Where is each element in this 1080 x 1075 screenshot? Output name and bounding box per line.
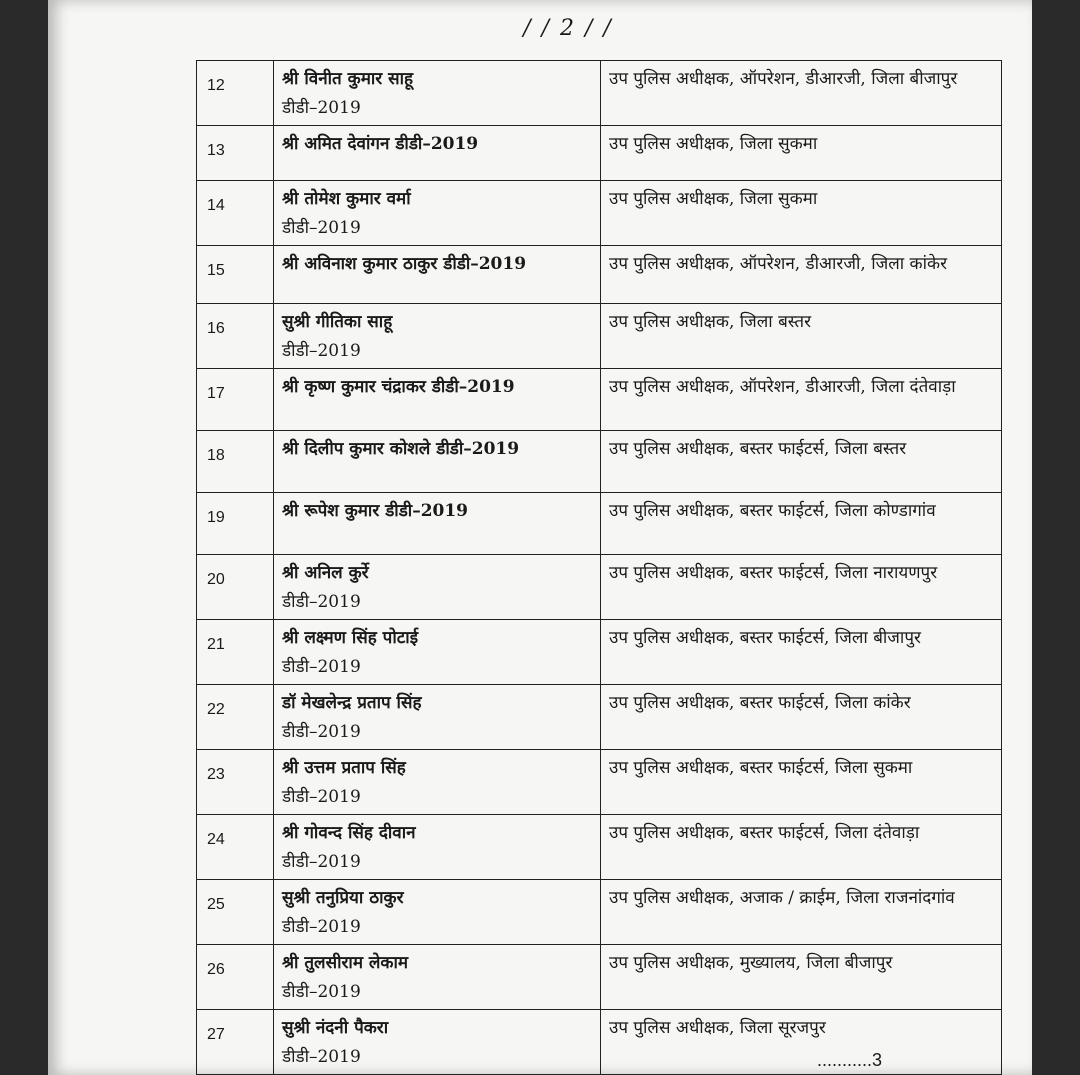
officer-name-cell (274, 126, 601, 181)
posting-cell: उप पुलिस अधीक्षक, जिला बस्तर (601, 304, 1002, 369)
posting-cell: उप पुलिस अधीक्षक, बस्तर फाईटर्स, जिला कोण्डागांव (601, 493, 1002, 555)
page-marker: / / 2 / / (523, 16, 613, 41)
serial-number: 21 (197, 620, 274, 685)
table-row (197, 126, 1002, 181)
posting-cell: उप पुलिस अधीक्षक, बस्तर फाईटर्स, जिला बस्तर (601, 431, 1002, 493)
officer-name: श्री तोमेश कुमार वर्मा (282, 189, 411, 209)
officer-name-cell (274, 493, 601, 555)
posting-cell: उप पुलिस अधीक्षक, अजाक / क्राईम, जिला राजनांदगांव (601, 880, 1002, 945)
officer-name-cell (274, 945, 601, 1010)
officer-name: श्री रूपेश कुमार डीडी–2019 (282, 501, 469, 521)
serial-number: 14 (197, 181, 274, 246)
serial-number: 26 (197, 945, 274, 1010)
posting-cell: उप पुलिस अधीक्षक, जिला सुकमा (601, 181, 1002, 246)
officer-name: श्री तुलसीराम लेकाम (282, 953, 409, 973)
serial-number: 19 (197, 493, 274, 555)
serial-number: 24 (197, 815, 274, 880)
officer-name-cell (274, 369, 601, 431)
table-row (197, 685, 1002, 750)
officer-name-cell (274, 555, 601, 620)
officer-batch: डीडी–2019 (282, 341, 361, 361)
officer-name-cell (274, 880, 601, 945)
posting-cell: उप पुलिस अधीक्षक, बस्तर फाईटर्स, जिला बीजापुर (601, 620, 1002, 685)
table-row (197, 880, 1002, 945)
table-row (197, 945, 1002, 1010)
table-row (197, 750, 1002, 815)
table-row (197, 815, 1002, 880)
serial-number: 25 (197, 880, 274, 945)
officer-name-cell (274, 431, 601, 493)
posting-cell: उप पुलिस अधीक्षक, बस्तर फाईटर्स, जिला नारायणपुर (601, 555, 1002, 620)
serial-number: 17 (197, 369, 274, 431)
officer-batch: डीडी–2019 (282, 592, 361, 612)
officer-batch: डीडी–2019 (282, 657, 361, 677)
officer-name: सुश्री नंदनी पैकरा (282, 1018, 389, 1038)
serial-number: 12 (197, 61, 274, 126)
officer-name: श्री उत्तम प्रताप सिंह (282, 758, 406, 778)
officer-name-cell (274, 246, 601, 304)
serial-number: 13 (197, 126, 274, 181)
serial-number: 16 (197, 304, 274, 369)
officer-name-cell (274, 304, 601, 369)
document-page (48, 0, 1032, 1075)
table-row (197, 493, 1002, 555)
officer-name-cell (274, 181, 601, 246)
officer-name: श्री अमित देवांगन डीडी–2019 (282, 134, 479, 154)
officer-batch: डीडी–2019 (282, 982, 361, 1002)
table-row (197, 181, 1002, 246)
officer-name-cell (274, 620, 601, 685)
posting-cell: उप पुलिस अधीक्षक, जिला सूरजपुर (601, 1010, 1002, 1075)
officer-posting-table (196, 60, 1002, 1075)
table-row (197, 555, 1002, 620)
table-row (197, 61, 1002, 126)
table-row (197, 304, 1002, 369)
serial-number: 23 (197, 750, 274, 815)
officer-batch: डीडी–2019 (282, 218, 361, 238)
officer-name-cell (274, 1010, 601, 1075)
officer-batch: डीडी–2019 (282, 722, 361, 742)
officer-name-cell (274, 61, 601, 126)
posting-cell: उप पुलिस अधीक्षक, बस्तर फाईटर्स, जिला सुकमा (601, 750, 1002, 815)
officer-name-cell (274, 685, 601, 750)
serial-number: 27 (197, 1010, 274, 1075)
table-row (197, 246, 1002, 304)
officer-name: डॉ मेखलेन्द्र प्रताप सिंह (282, 693, 422, 713)
officer-name: श्री अविनाश कुमार ठाकुर डीडी–2019 (282, 254, 527, 274)
posting-cell: उप पुलिस अधीक्षक, बस्तर फाईटर्स, जिला दंतेवाड़ा (601, 815, 1002, 880)
officer-name: सुश्री गीतिका साहू (282, 312, 393, 332)
officer-batch: डीडी–2019 (282, 787, 361, 807)
officer-batch: डीडी–2019 (282, 852, 361, 872)
officer-name-cell (274, 750, 601, 815)
serial-number: 20 (197, 555, 274, 620)
page-continuation: ...........3 (816, 1050, 882, 1070)
officer-name: श्री अनिल कुर्रे (282, 563, 369, 583)
serial-number: 15 (197, 246, 274, 304)
officer-name: सुश्री तनुप्रिया ठाकुर (282, 888, 404, 908)
posting-cell: उप पुलिस अधीक्षक, मुख्यालय, जिला बीजापुर (601, 945, 1002, 1010)
posting-cell: उप पुलिस अधीक्षक, ऑपरेशन, डीआरजी, जिला बीजापुर (601, 61, 1002, 126)
table-row (197, 369, 1002, 431)
table-row (197, 620, 1002, 685)
posting-cell: उप पुलिस अधीक्षक, ऑपरेशन, डीआरजी, जिला दंतेवाड़ा (601, 369, 1002, 431)
officer-batch: डीडी–2019 (282, 917, 361, 937)
officer-name: श्री लक्ष्मण सिंह पोटाई (282, 628, 419, 648)
table-row (197, 431, 1002, 493)
officer-name: श्री कृष्ण कुमार चंद्राकर डीडी–2019 (282, 377, 515, 397)
serial-number: 22 (197, 685, 274, 750)
serial-number: 18 (197, 431, 274, 493)
officer-name: श्री विनीत कुमार साहू (282, 69, 414, 89)
posting-cell: उप पुलिस अधीक्षक, ऑपरेशन, डीआरजी, जिला कांकेर (601, 246, 1002, 304)
officer-batch: डीडी–2019 (282, 1047, 361, 1067)
posting-cell: उप पुलिस अधीक्षक, बस्तर फाईटर्स, जिला कांकेर (601, 685, 1002, 750)
officer-batch: डीडी–2019 (282, 98, 361, 118)
officer-name: श्री दिलीप कुमार कोशले डीडी–2019 (282, 439, 520, 459)
officer-name-cell (274, 815, 601, 880)
officer-name: श्री गोवन्द सिंह दीवान (282, 823, 416, 843)
posting-cell: उप पुलिस अधीक्षक, जिला सुकमा (601, 126, 1002, 181)
